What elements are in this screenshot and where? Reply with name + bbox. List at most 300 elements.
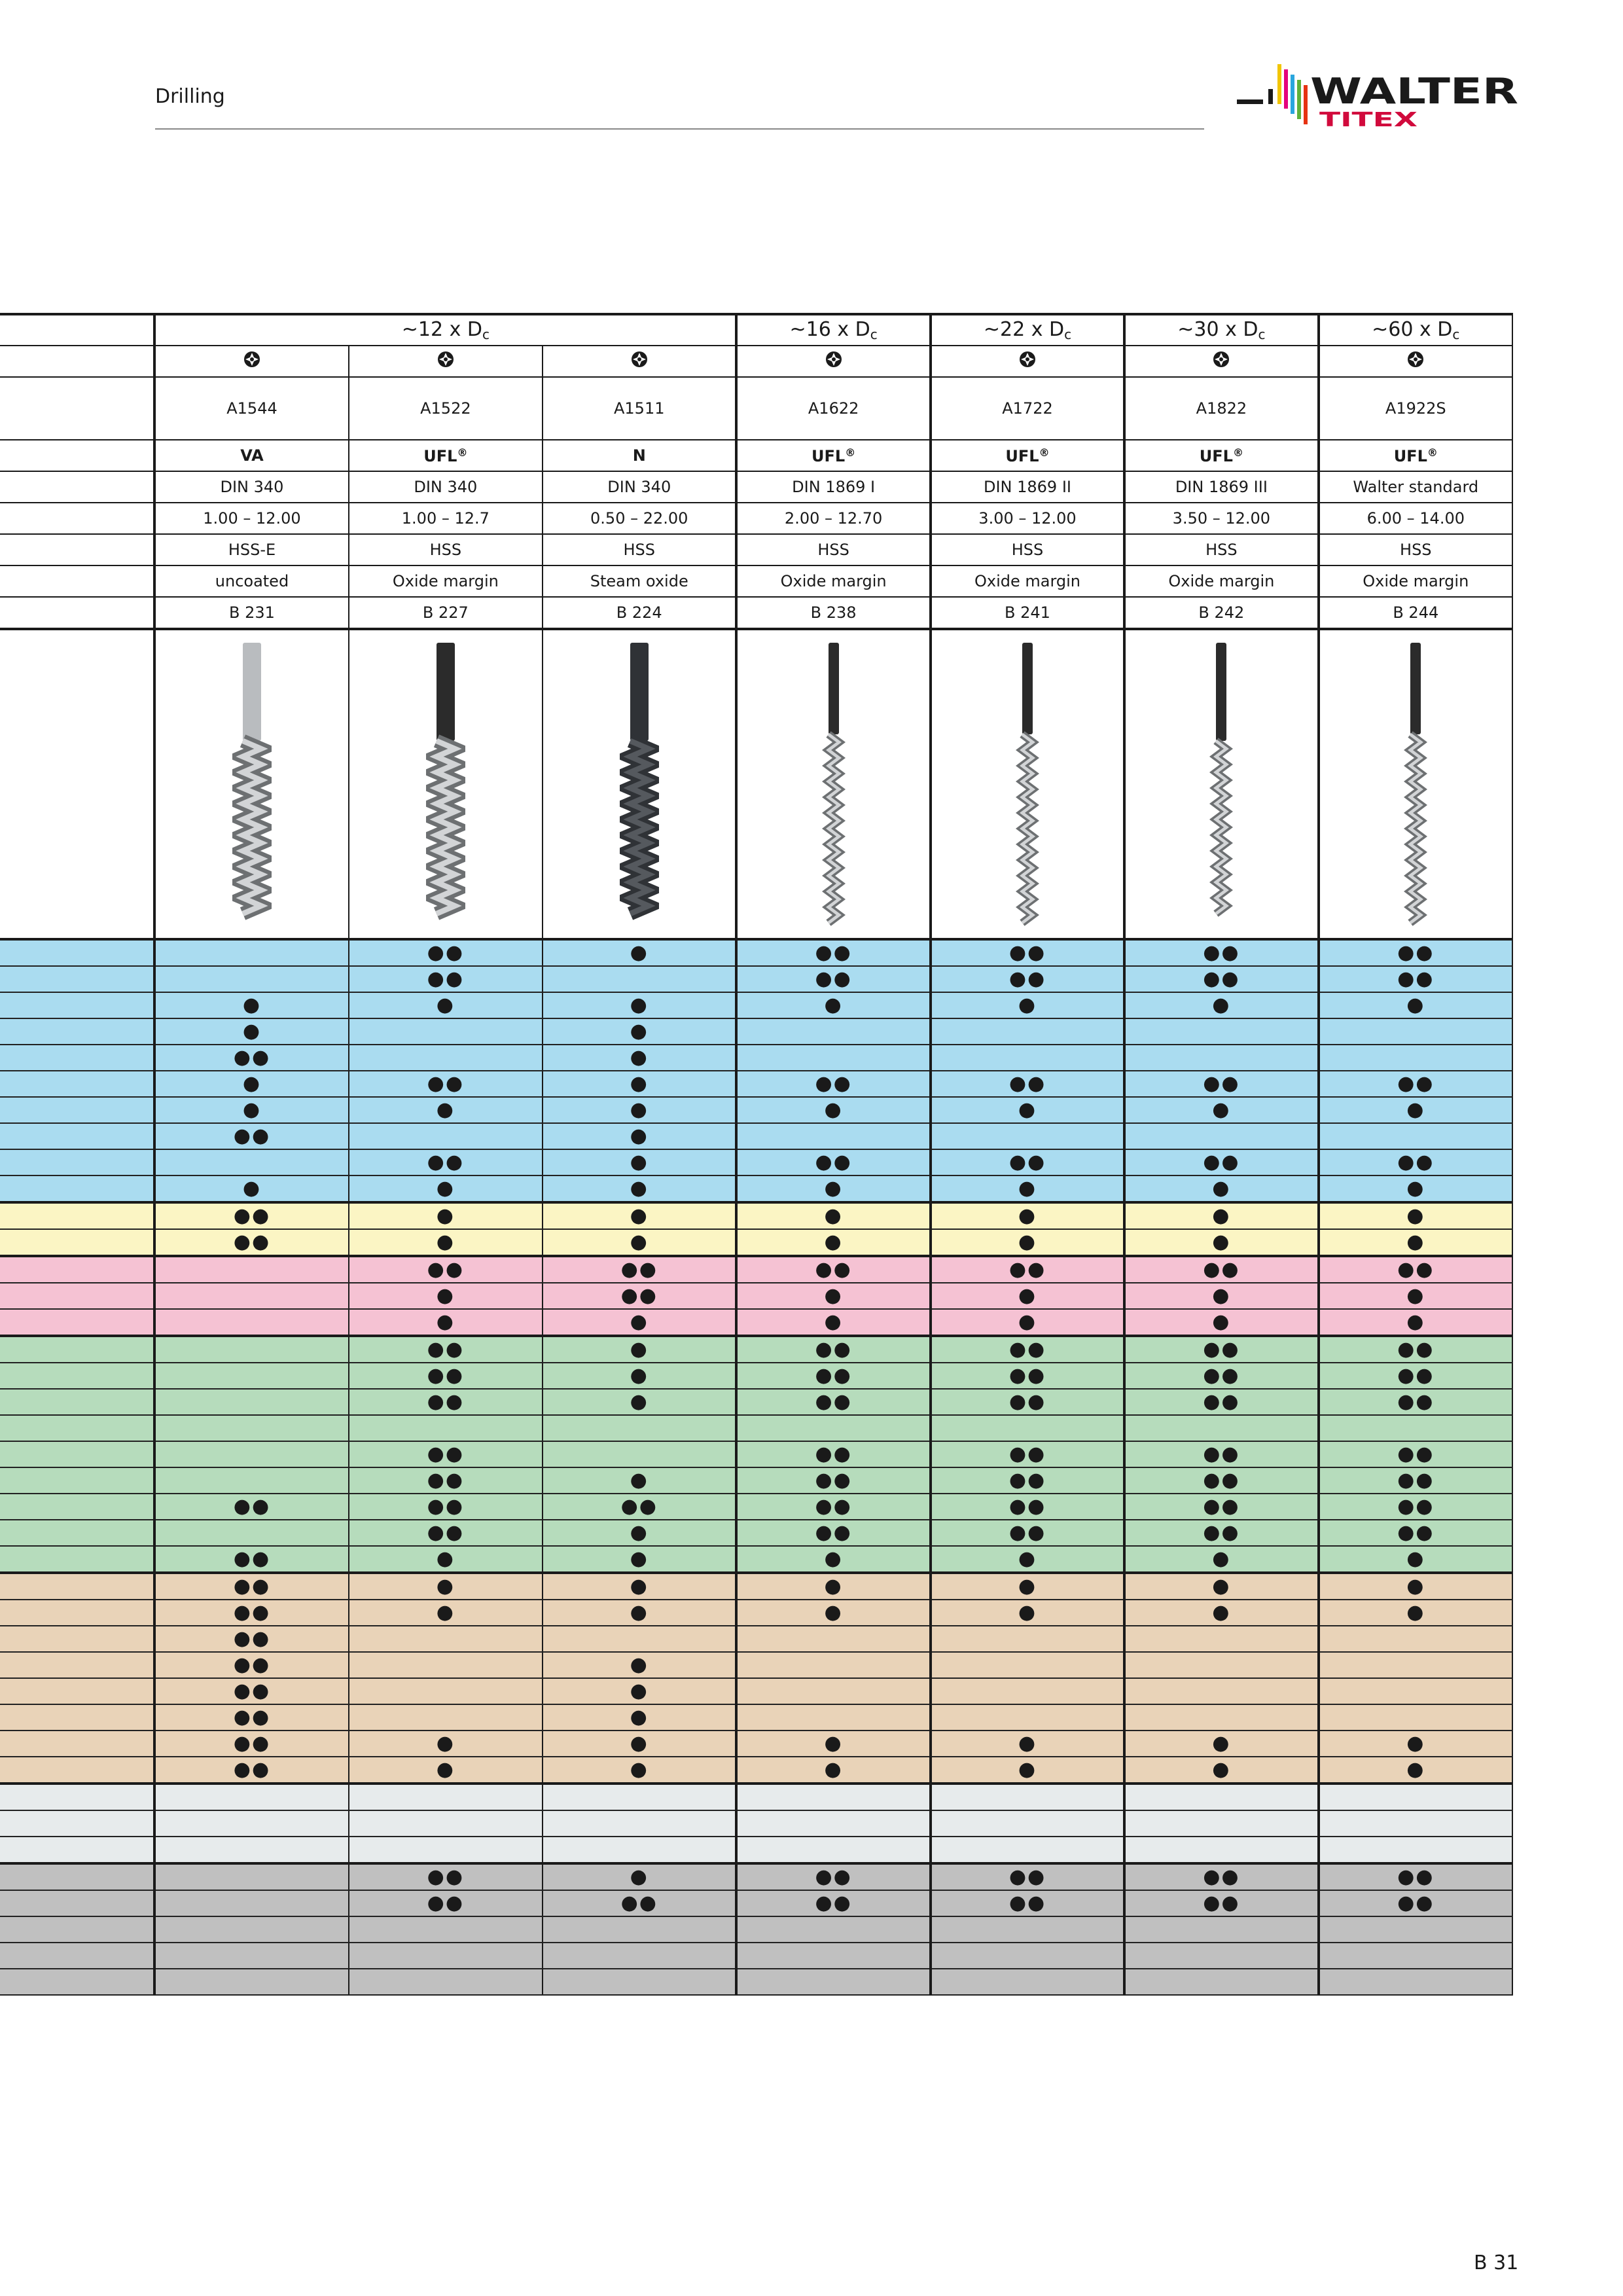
diameter-range-row xyxy=(0,503,1512,534)
suitability-cell xyxy=(154,1229,348,1256)
suitability-cell xyxy=(1124,1520,1318,1546)
ratio-label: ~60 x D xyxy=(1372,318,1453,341)
secondary-suitability-dot: ● xyxy=(824,994,843,1016)
material-row xyxy=(0,1045,1512,1071)
drill-point-icon-cell xyxy=(1319,346,1512,377)
suitability-cell xyxy=(1124,1018,1318,1045)
primary-suitability-dots: ●● xyxy=(1397,1469,1435,1492)
tool-type-cell xyxy=(1124,440,1318,471)
primary-suitability-dots: ●● xyxy=(233,1204,271,1227)
material-row xyxy=(0,1863,1512,1890)
suitability-cell xyxy=(349,1336,543,1363)
suitability-cell xyxy=(736,1149,930,1175)
suitability-cell xyxy=(154,1890,348,1916)
suitability-cell xyxy=(1319,1175,1512,1202)
secondary-suitability-dot: ● xyxy=(436,1547,455,1570)
secondary-suitability-dot: ● xyxy=(242,1020,262,1043)
primary-suitability-dots: ●● xyxy=(815,967,852,990)
diameter-range-cell xyxy=(1124,503,1318,534)
primary-suitability-dots: ●● xyxy=(815,941,852,964)
secondary-suitability-dot: ● xyxy=(436,1601,455,1624)
material-label-cell xyxy=(0,1149,154,1175)
material-label-cell xyxy=(0,1018,154,1045)
tool-code-cell xyxy=(931,377,1124,440)
suitability-cell xyxy=(1319,1731,1512,1757)
tool-code-cell xyxy=(1319,377,1512,440)
suitability-cell xyxy=(736,1467,930,1494)
suitability-cell xyxy=(349,1520,543,1546)
suitability-cell xyxy=(543,1731,736,1757)
tool-image-cell xyxy=(154,629,348,939)
suitability-cell xyxy=(1124,1336,1318,1363)
header-rule xyxy=(155,128,1204,130)
primary-suitability-dots: ●● xyxy=(1203,941,1240,964)
material-label-cell xyxy=(0,1626,154,1652)
suitability-cell xyxy=(931,1071,1124,1097)
material-label-cell xyxy=(0,1175,154,1202)
suitability-cell xyxy=(154,1415,348,1441)
primary-suitability-dots: ●● xyxy=(1203,1364,1240,1387)
tool-type-cell xyxy=(154,440,348,471)
material-label-cell xyxy=(0,1652,154,1678)
suitability-cell xyxy=(736,1097,930,1123)
suitability-cell xyxy=(736,966,930,992)
primary-suitability-dots: ●● xyxy=(815,1521,852,1544)
suitability-cell xyxy=(736,992,930,1018)
material-row xyxy=(0,1652,1512,1678)
tool-type: UFL xyxy=(812,446,846,465)
diameter-range-cell xyxy=(736,503,930,534)
drill-point-icon xyxy=(437,350,455,368)
secondary-suitability-dot: ● xyxy=(1406,1547,1425,1570)
material-row xyxy=(0,966,1512,992)
suitability-cell xyxy=(1319,1256,1512,1283)
suitability-cell xyxy=(154,1175,348,1202)
material-label-cell xyxy=(0,1309,154,1336)
suitability-cell xyxy=(1124,1573,1318,1600)
suitability-cell xyxy=(931,1837,1124,1863)
suitability-cell xyxy=(1319,1757,1512,1784)
registered-mark: ® xyxy=(1427,446,1438,459)
drill-image xyxy=(814,640,853,928)
suitability-cell xyxy=(154,1943,348,1969)
material-row xyxy=(0,1837,1512,1863)
secondary-suitability-dot: ● xyxy=(1018,1601,1037,1624)
primary-suitability-dots: ●● xyxy=(1008,967,1046,990)
ratio-label: ~16 x D xyxy=(789,318,870,341)
surface-row xyxy=(0,565,1512,597)
material-row xyxy=(0,1229,1512,1256)
suitability-cell xyxy=(931,1546,1124,1573)
surface-treatment: Oxide margin xyxy=(974,572,1081,590)
suitability-cell xyxy=(543,1573,736,1600)
primary-suitability-dots: ●● xyxy=(427,1258,465,1281)
drill-point-icon xyxy=(243,350,261,368)
surface-treatment-cell xyxy=(349,565,543,597)
suitability-cell xyxy=(931,1890,1124,1916)
ratio-group-header xyxy=(1124,314,1318,346)
material-label-cell xyxy=(0,1810,154,1837)
material-row xyxy=(0,1283,1512,1309)
secondary-suitability-dot: ● xyxy=(1018,1177,1037,1200)
primary-suitability-dots: ●● xyxy=(1008,1072,1046,1095)
suitability-cell xyxy=(154,1018,348,1045)
tool-code-cell xyxy=(349,377,543,440)
primary-suitability-dots: ●● xyxy=(620,1284,658,1307)
primary-suitability-dots: ●● xyxy=(1397,941,1435,964)
ratio-subscript: c xyxy=(1064,327,1072,342)
secondary-suitability-dot: ● xyxy=(630,1338,649,1361)
material-label-cell xyxy=(0,1600,154,1626)
tool-material-cell xyxy=(154,534,348,565)
suitability-cell xyxy=(1319,1600,1512,1626)
primary-suitability-dots: ●● xyxy=(815,1495,852,1518)
suitability-cell xyxy=(931,1704,1124,1731)
page-reference: B 227 xyxy=(422,603,469,622)
suitability-cell xyxy=(349,1546,543,1573)
suitability-cell xyxy=(543,1441,736,1467)
suitability-cell xyxy=(543,1389,736,1415)
page-reference-cell xyxy=(931,597,1124,629)
material-row xyxy=(0,1573,1512,1600)
diameter-range-cell xyxy=(543,503,736,534)
suitability-cell xyxy=(154,1704,348,1731)
secondary-suitability-dot: ● xyxy=(436,1758,455,1781)
suitability-cell xyxy=(1319,1916,1512,1943)
suitability-cell xyxy=(736,1837,930,1863)
page-reference-cell xyxy=(1319,597,1512,629)
suitability-cell xyxy=(349,1071,543,1097)
standard-row xyxy=(0,471,1512,503)
suitability-cell xyxy=(154,1863,348,1890)
ratio-group-header xyxy=(1319,314,1512,346)
secondary-suitability-dot: ● xyxy=(1212,1310,1231,1333)
suitability-cell xyxy=(154,1441,348,1467)
material-row xyxy=(0,1969,1512,1995)
row-label-cell xyxy=(0,597,154,629)
ratio-subscript: c xyxy=(1452,327,1460,342)
surface-treatment: Oxide margin xyxy=(1168,572,1275,590)
secondary-suitability-dot: ● xyxy=(630,1865,649,1888)
secondary-suitability-dot: ● xyxy=(630,994,649,1016)
suitability-cell xyxy=(1319,1045,1512,1071)
tool-standard-cell xyxy=(1319,471,1512,503)
suitability-cell xyxy=(349,1626,543,1652)
suitability-cell xyxy=(543,1045,736,1071)
primary-suitability-dots: ●● xyxy=(1203,1151,1240,1174)
surface-treatment: Oxide margin xyxy=(780,572,887,590)
suitability-cell xyxy=(1319,1652,1512,1678)
suitability-cell xyxy=(1319,1784,1512,1810)
primary-suitability-dots: ●● xyxy=(620,1495,658,1518)
primary-suitability-dots: ●● xyxy=(427,1338,465,1361)
suitability-cell xyxy=(1124,1837,1318,1863)
primary-suitability-dots: ●● xyxy=(815,1892,852,1914)
suitability-cell xyxy=(736,1123,930,1149)
material-row xyxy=(0,1256,1512,1283)
suitability-cell xyxy=(736,1969,930,1995)
suitability-cell xyxy=(543,1600,736,1626)
ratio-header-row xyxy=(0,314,1512,346)
suitability-cell xyxy=(154,1389,348,1415)
secondary-suitability-dot: ● xyxy=(824,1601,843,1624)
suitability-cell xyxy=(736,1309,930,1336)
suitability-cell xyxy=(154,1678,348,1704)
suitability-cell xyxy=(931,1573,1124,1600)
primary-suitability-dots: ●● xyxy=(1203,1390,1240,1413)
suitability-cell xyxy=(349,1389,543,1415)
suitability-cell xyxy=(1319,1149,1512,1175)
secondary-suitability-dot: ● xyxy=(1212,1601,1231,1624)
primary-suitability-dots: ●● xyxy=(233,1653,271,1676)
secondary-suitability-dot: ● xyxy=(824,1098,843,1121)
tool-standard-cell xyxy=(1124,471,1318,503)
tool-standard-cell xyxy=(154,471,348,503)
suitability-cell xyxy=(1319,992,1512,1018)
suitability-cell xyxy=(154,1916,348,1943)
suitability-cell xyxy=(543,1336,736,1363)
suitability-cell xyxy=(931,1969,1124,1995)
material-row xyxy=(0,1810,1512,1837)
diameter-range: 0.50 – 22.00 xyxy=(590,509,688,528)
suitability-cell xyxy=(543,1626,736,1652)
secondary-suitability-dot: ● xyxy=(436,1284,455,1307)
suitability-cell xyxy=(931,1415,1124,1441)
diameter-range-cell xyxy=(349,503,543,534)
primary-suitability-dots: ●● xyxy=(233,1601,271,1624)
page-reference: B 231 xyxy=(229,603,275,622)
primary-suitability-dots: ●● xyxy=(1008,1258,1046,1281)
secondary-suitability-dot: ● xyxy=(242,1098,262,1121)
suitability-cell xyxy=(1124,1123,1318,1149)
suitability-cell xyxy=(154,1573,348,1600)
page-reference: B 238 xyxy=(810,603,857,622)
secondary-suitability-dot: ● xyxy=(630,1679,649,1702)
material-label-cell xyxy=(0,1363,154,1389)
primary-suitability-dots: ●● xyxy=(233,1124,271,1147)
material-row xyxy=(0,1202,1512,1229)
secondary-suitability-dot: ● xyxy=(1018,1547,1037,1570)
drill-point-icon-cell xyxy=(349,346,543,377)
drill-image xyxy=(1396,640,1435,928)
secondary-suitability-dot: ● xyxy=(1212,1732,1231,1755)
suitability-cell xyxy=(736,1863,930,1890)
suitability-cell xyxy=(543,1309,736,1336)
suitability-cell xyxy=(1319,1441,1512,1467)
material-row xyxy=(0,939,1512,966)
primary-suitability-dots: ●● xyxy=(427,1072,465,1095)
suitability-cell xyxy=(154,1309,348,1336)
material-label-cell xyxy=(0,1890,154,1916)
suitability-cell xyxy=(931,1389,1124,1415)
tool-image-cell xyxy=(1319,629,1512,939)
suitability-cell xyxy=(543,1256,736,1283)
suitability-cell xyxy=(154,1810,348,1837)
primary-suitability-dots: ●● xyxy=(1397,1521,1435,1544)
suitability-cell xyxy=(931,1626,1124,1652)
suitability-cell xyxy=(543,1890,736,1916)
tool-standard: DIN 1869 I xyxy=(792,478,876,496)
suitability-cell xyxy=(1124,1389,1318,1415)
type-row xyxy=(0,440,1512,471)
logo-word: WALTER xyxy=(1310,71,1518,112)
suitability-cell xyxy=(1319,1626,1512,1652)
suitability-cell xyxy=(1319,1309,1512,1336)
suitability-cell xyxy=(931,1600,1124,1626)
suitability-cell xyxy=(1319,1890,1512,1916)
primary-suitability-dots: ●● xyxy=(1008,1892,1046,1914)
suitability-cell xyxy=(736,1573,930,1600)
tool-standard: DIN 340 xyxy=(607,478,671,496)
suitability-cell xyxy=(736,1784,930,1810)
primary-suitability-dots: ●● xyxy=(1397,1495,1435,1518)
suitability-cell xyxy=(349,1363,543,1389)
suitability-cell xyxy=(1124,1757,1318,1784)
suitability-cell xyxy=(543,1863,736,1890)
row-label-cell xyxy=(0,565,154,597)
suitability-cell xyxy=(1124,1045,1318,1071)
primary-suitability-dots: ●● xyxy=(1203,1521,1240,1544)
suitability-cell xyxy=(543,1969,736,1995)
suitability-cell xyxy=(736,1810,930,1837)
primary-suitability-dots: ●● xyxy=(1008,1443,1046,1465)
suitability-cell xyxy=(349,1175,543,1202)
suitability-cell xyxy=(154,1837,348,1863)
secondary-suitability-dot: ● xyxy=(1212,1284,1231,1307)
suitability-cell xyxy=(154,1626,348,1652)
suitability-cell xyxy=(154,1494,348,1520)
walter-titex-logo xyxy=(1237,60,1525,132)
primary-suitability-dots: ●● xyxy=(233,1230,271,1253)
suitability-cell xyxy=(543,1018,736,1045)
row-label-cell xyxy=(0,346,154,377)
secondary-suitability-dot: ● xyxy=(1406,1732,1425,1755)
tool-material-cell xyxy=(736,534,930,565)
diameter-range-cell xyxy=(931,503,1124,534)
material-label-cell xyxy=(0,1784,154,1810)
secondary-suitability-dot: ● xyxy=(1212,1547,1231,1570)
suitability-cell xyxy=(736,1415,930,1441)
suitability-cell xyxy=(1124,1283,1318,1309)
drill-point-icon-cell xyxy=(931,346,1124,377)
primary-suitability-dots: ●● xyxy=(427,1390,465,1413)
ratio-group-header xyxy=(736,314,930,346)
primary-suitability-dots: ●● xyxy=(1203,1072,1240,1095)
logo-bar-green xyxy=(1297,80,1301,119)
surface-treatment-cell xyxy=(543,565,736,597)
suitability-cell xyxy=(1319,1097,1512,1123)
tool-material-cell xyxy=(543,534,736,565)
page-reference-cell xyxy=(736,597,930,629)
suitability-cell xyxy=(931,1149,1124,1175)
primary-suitability-dots: ●● xyxy=(1008,1364,1046,1387)
tool-material: HSS xyxy=(623,541,655,559)
suitability-cell xyxy=(1319,1229,1512,1256)
suitability-cell xyxy=(931,1097,1124,1123)
suitability-cell xyxy=(154,1969,348,1995)
suitability-cell xyxy=(543,1229,736,1256)
primary-suitability-dots: ●● xyxy=(233,1732,271,1755)
secondary-suitability-dot: ● xyxy=(630,1046,649,1069)
logo-bar-yellow xyxy=(1277,64,1281,104)
material-row xyxy=(0,1494,1512,1520)
suitability-cell xyxy=(154,1520,348,1546)
material-row xyxy=(0,1123,1512,1149)
tool-type: UFL xyxy=(1199,446,1233,465)
tool-material: HSS xyxy=(1011,541,1044,559)
material-row xyxy=(0,992,1512,1018)
primary-suitability-dots: ●● xyxy=(1397,1865,1435,1888)
material-row xyxy=(0,1704,1512,1731)
primary-suitability-dots: ●● xyxy=(1008,1338,1046,1361)
diameter-range: 1.00 – 12.7 xyxy=(401,509,490,528)
suitability-cell xyxy=(154,1757,348,1784)
suitability-cell xyxy=(154,1149,348,1175)
suitability-cell xyxy=(1319,1678,1512,1704)
suitability-cell xyxy=(1319,1467,1512,1494)
suitability-cell xyxy=(349,1494,543,1520)
suitability-cell xyxy=(736,1441,930,1467)
secondary-suitability-dot: ● xyxy=(824,1230,843,1253)
surface-treatment-cell xyxy=(154,565,348,597)
diameter-range-cell xyxy=(154,503,348,534)
suitability-cell xyxy=(154,1045,348,1071)
suitability-cell xyxy=(1319,1943,1512,1969)
suitability-cell xyxy=(1319,1520,1512,1546)
suitability-cell xyxy=(154,1071,348,1097)
drill-point-icon xyxy=(630,350,649,368)
drill-point-icon xyxy=(825,350,843,368)
suitability-cell xyxy=(1124,1202,1318,1229)
secondary-suitability-dot: ● xyxy=(630,1204,649,1227)
secondary-suitability-dot: ● xyxy=(1406,1204,1425,1227)
page-reference-cell xyxy=(349,597,543,629)
secondary-suitability-dot: ● xyxy=(1018,1098,1037,1121)
suitability-cell xyxy=(1124,1229,1318,1256)
suitability-cell xyxy=(1124,1071,1318,1097)
material-label-cell xyxy=(0,1283,154,1309)
material-label-cell xyxy=(0,1520,154,1546)
suitability-cell xyxy=(154,1652,348,1678)
secondary-suitability-dot: ● xyxy=(1212,1098,1231,1121)
suitability-cell xyxy=(736,1256,930,1283)
drill-point-icon-cell xyxy=(736,346,930,377)
secondary-suitability-dot: ● xyxy=(630,1469,649,1492)
suitability-cell xyxy=(736,1336,930,1363)
secondary-suitability-dot: ● xyxy=(1018,1310,1037,1333)
suitability-cell xyxy=(349,1283,543,1309)
suitability-cell xyxy=(154,1363,348,1389)
suitability-cell xyxy=(1124,1097,1318,1123)
secondary-suitability-dot: ● xyxy=(630,1364,649,1387)
secondary-suitability-dot: ● xyxy=(630,1601,649,1624)
secondary-suitability-dot: ● xyxy=(1406,1601,1425,1624)
primary-suitability-dots: ●● xyxy=(620,1258,658,1281)
surface-treatment-cell xyxy=(931,565,1124,597)
suitability-cell xyxy=(154,966,348,992)
suitability-cell xyxy=(1124,1784,1318,1810)
suitability-cell xyxy=(1124,1256,1318,1283)
suitability-cell xyxy=(736,1757,930,1784)
tool-material-cell xyxy=(1124,534,1318,565)
material-label-cell xyxy=(0,1731,154,1757)
row-label-cell xyxy=(0,629,154,939)
suitability-cell xyxy=(543,1149,736,1175)
tool-code-cell xyxy=(543,377,736,440)
suitability-cell xyxy=(736,1600,930,1626)
suitability-cell xyxy=(349,1863,543,1890)
primary-suitability-dots: ●● xyxy=(1008,1865,1046,1888)
